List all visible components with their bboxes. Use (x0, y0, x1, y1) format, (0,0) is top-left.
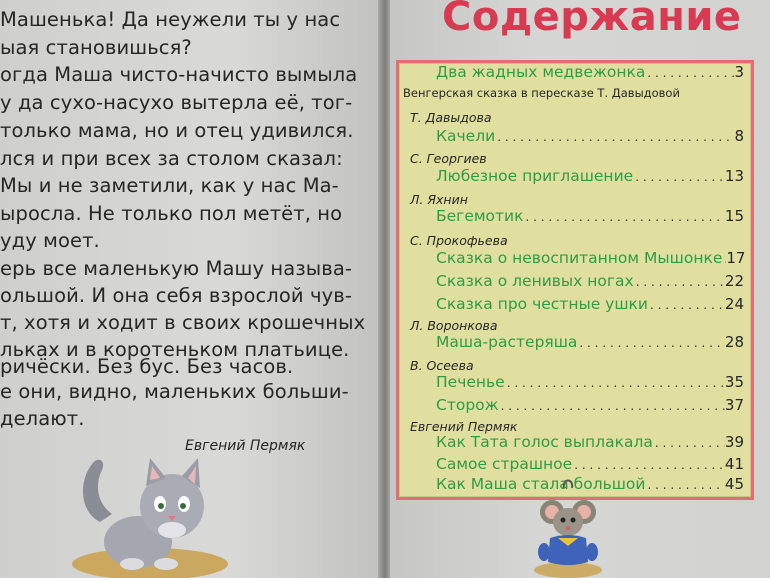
toc-page-number: 41 (724, 455, 744, 473)
mouse-illustration (528, 478, 608, 578)
toc-page-number: 35 (724, 373, 744, 391)
toc-entry (436, 63, 744, 83)
toc-entry-title: Как Маша стала большой (436, 475, 646, 493)
toc-entry (436, 373, 744, 393)
toc-entry-title: Сказка о ленивых ногах (436, 272, 634, 290)
story-line: ольшой. И она себя взрослой чув- (0, 284, 352, 307)
toc-page-number: 8 (734, 127, 744, 145)
cat-illustration (70, 452, 230, 578)
dot-leader (577, 336, 724, 350)
toc-entry-title: Два жадных медвежонка (436, 63, 646, 81)
toc-entry (436, 272, 744, 292)
story-line: только мама, но и отец удивился. (0, 119, 354, 142)
toc-page-number: 17 (726, 249, 746, 267)
dot-leader (495, 130, 734, 144)
toc-author: С. Прокофьева (410, 233, 508, 248)
toc-page-number: 24 (724, 295, 744, 313)
toc-entry-title: Любезное приглашение (436, 167, 634, 185)
dot-leader (648, 298, 725, 312)
toc-entry (436, 333, 744, 353)
toc-page-number: 28 (724, 333, 744, 351)
toc-author: С. Георгиев (410, 151, 487, 166)
dot-leader (572, 458, 725, 472)
toc-note: Венгерская сказка в пересказе Т. Давыдовой (403, 86, 680, 100)
toc-page-number: 15 (724, 207, 744, 225)
toc-entry-title: Бегемотик (436, 207, 524, 225)
toc-entry (436, 167, 744, 187)
toc-entry (436, 207, 744, 227)
story-line: е они, видно, маленьких больши- (0, 380, 349, 403)
left-page (0, 0, 380, 578)
toc-page-number: 13 (724, 167, 744, 185)
dot-leader (499, 399, 725, 413)
toc-author: Л. Яхнин (410, 192, 468, 207)
toc-entry-title: Самое страшное (436, 455, 573, 473)
toc-entry-title: Печенье (436, 373, 505, 391)
toc-author: Евгений Пермяк (410, 419, 518, 434)
story-line: огда Маша чисто-начисто вымыла (0, 63, 358, 86)
story-line: ыросла. Не только пол метёт, но (0, 202, 343, 225)
story-line: ричёски. Без бус. Без часов. (0, 355, 294, 378)
dot-leader (505, 376, 725, 390)
story-line: Мы и не заметили, как у нас Ма- (0, 174, 339, 197)
toc-entry-title: Маша-растеряша (436, 333, 578, 351)
toc-entry (436, 249, 744, 269)
toc-author: Л. Воронкова (410, 318, 498, 333)
dot-leader (634, 275, 725, 289)
dot-leader (524, 210, 725, 224)
page-title: Содержание (442, 0, 742, 40)
toc-page-number: 45 (724, 475, 744, 493)
story-line: Машенька! Да неужели ты у нас (0, 8, 341, 31)
story-line: ерь все маленькую Машу называ- (0, 257, 353, 280)
toc-entry-title: Сказка про честные ушки (436, 295, 648, 313)
toc-page-number: 39 (724, 433, 744, 451)
toc-entry (436, 455, 744, 475)
story-line: уду моет. (0, 229, 100, 252)
dot-leader (645, 66, 734, 80)
story-author: Евгений Пермяк (185, 438, 306, 454)
toc-page-number: 22 (724, 272, 744, 290)
toc-entry-title: Сказка о невоспитанном Мышонке (436, 249, 723, 267)
toc-author: Т. Давыдова (410, 110, 492, 125)
story-line: делают. (0, 407, 85, 430)
toc-entry (436, 295, 744, 315)
dot-leader (633, 170, 725, 184)
story-line: ыая становишься? (0, 36, 192, 59)
toc-entry-title: Как Тата голос выплакала (436, 433, 653, 451)
toc-entry (436, 433, 744, 453)
toc-page-number: 37 (724, 396, 744, 414)
story-line: т, хотя и ходит в своих крошечных (0, 311, 366, 334)
toc-entry (436, 396, 744, 416)
story-line: у да сухо-насухо вытерла её, тог- (0, 91, 353, 114)
dot-leader (645, 478, 724, 492)
toc-entry (436, 127, 744, 147)
story-line: лся и при всех за столом сказал: (0, 147, 343, 170)
toc-author: В. Осеева (410, 358, 474, 373)
dot-leader (653, 436, 725, 450)
story-line: льках и в коротеньком платьице. (0, 338, 350, 361)
toc-page-number: 3 (734, 63, 744, 81)
toc-entry-title: Качели (436, 127, 496, 145)
toc-entry-title: Сторож (436, 396, 499, 414)
